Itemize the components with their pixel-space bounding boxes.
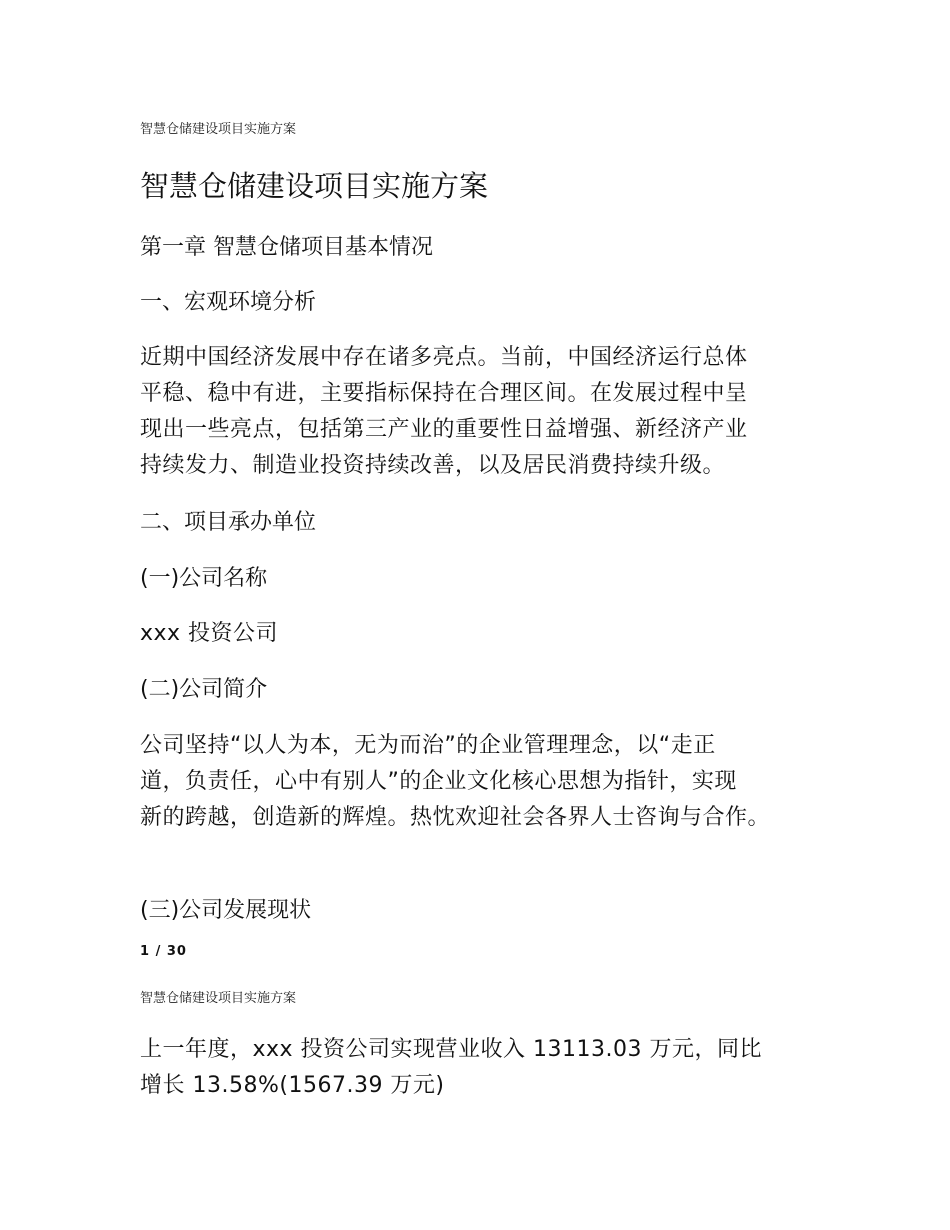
subsection-heading-company-intro: (二)公司简介 bbox=[140, 677, 268, 702]
paragraph-line: 现出一些亮点，包括第三产业的重要性日益增强、新经济产业 bbox=[140, 417, 748, 442]
running-header: 智慧仓储建设项目实施方案 bbox=[140, 122, 297, 137]
section-heading-project-unit: 二、项目承办单位 bbox=[140, 510, 317, 535]
paragraph-line: 新的跨越，创造新的辉煌。热忱欢迎社会各界人士咨询与合作。 bbox=[140, 805, 771, 830]
subsection-heading-company-name: (一)公司名称 bbox=[140, 566, 268, 591]
company-name: xxx 投资公司 bbox=[140, 621, 279, 646]
section-heading-macro-environment: 一、宏观环境分析 bbox=[140, 290, 317, 315]
document-title: 智慧仓储建设项目实施方案 bbox=[140, 169, 489, 203]
subsection-heading-company-status: (三)公司发展现状 bbox=[140, 898, 312, 923]
paragraph-line: 公司坚持“以人为本，无为而治”的企业管理理念，以“走正 bbox=[140, 733, 716, 758]
chapter-heading: 第一章 智慧仓储项目基本情况 bbox=[140, 235, 433, 260]
running-header-page-2: 智慧仓储建设项目实施方案 bbox=[140, 991, 297, 1006]
paragraph-line: 持续发力、制造业投资持续改善，以及居民消费持续升级。 bbox=[140, 453, 726, 478]
paragraph-line: 平稳、稳中有进，主要指标保持在合理区间。在发展过程中呈 bbox=[140, 381, 748, 406]
paragraph-line: 上一年度，xxx 投资公司实现营业收入 13113.03 万元，同比 bbox=[140, 1037, 763, 1062]
paragraph-line: 道，负责任，心中有别人”的企业文化核心思想为指针，实现 bbox=[140, 769, 737, 794]
paragraph-line: 增长 13.58%(1567.39 万元) bbox=[140, 1073, 445, 1098]
page-number: 1 / 30 bbox=[140, 944, 187, 959]
paragraph-line: 近期中国经济发展中存在诸多亮点。当前，中国经济运行总体 bbox=[140, 345, 748, 370]
